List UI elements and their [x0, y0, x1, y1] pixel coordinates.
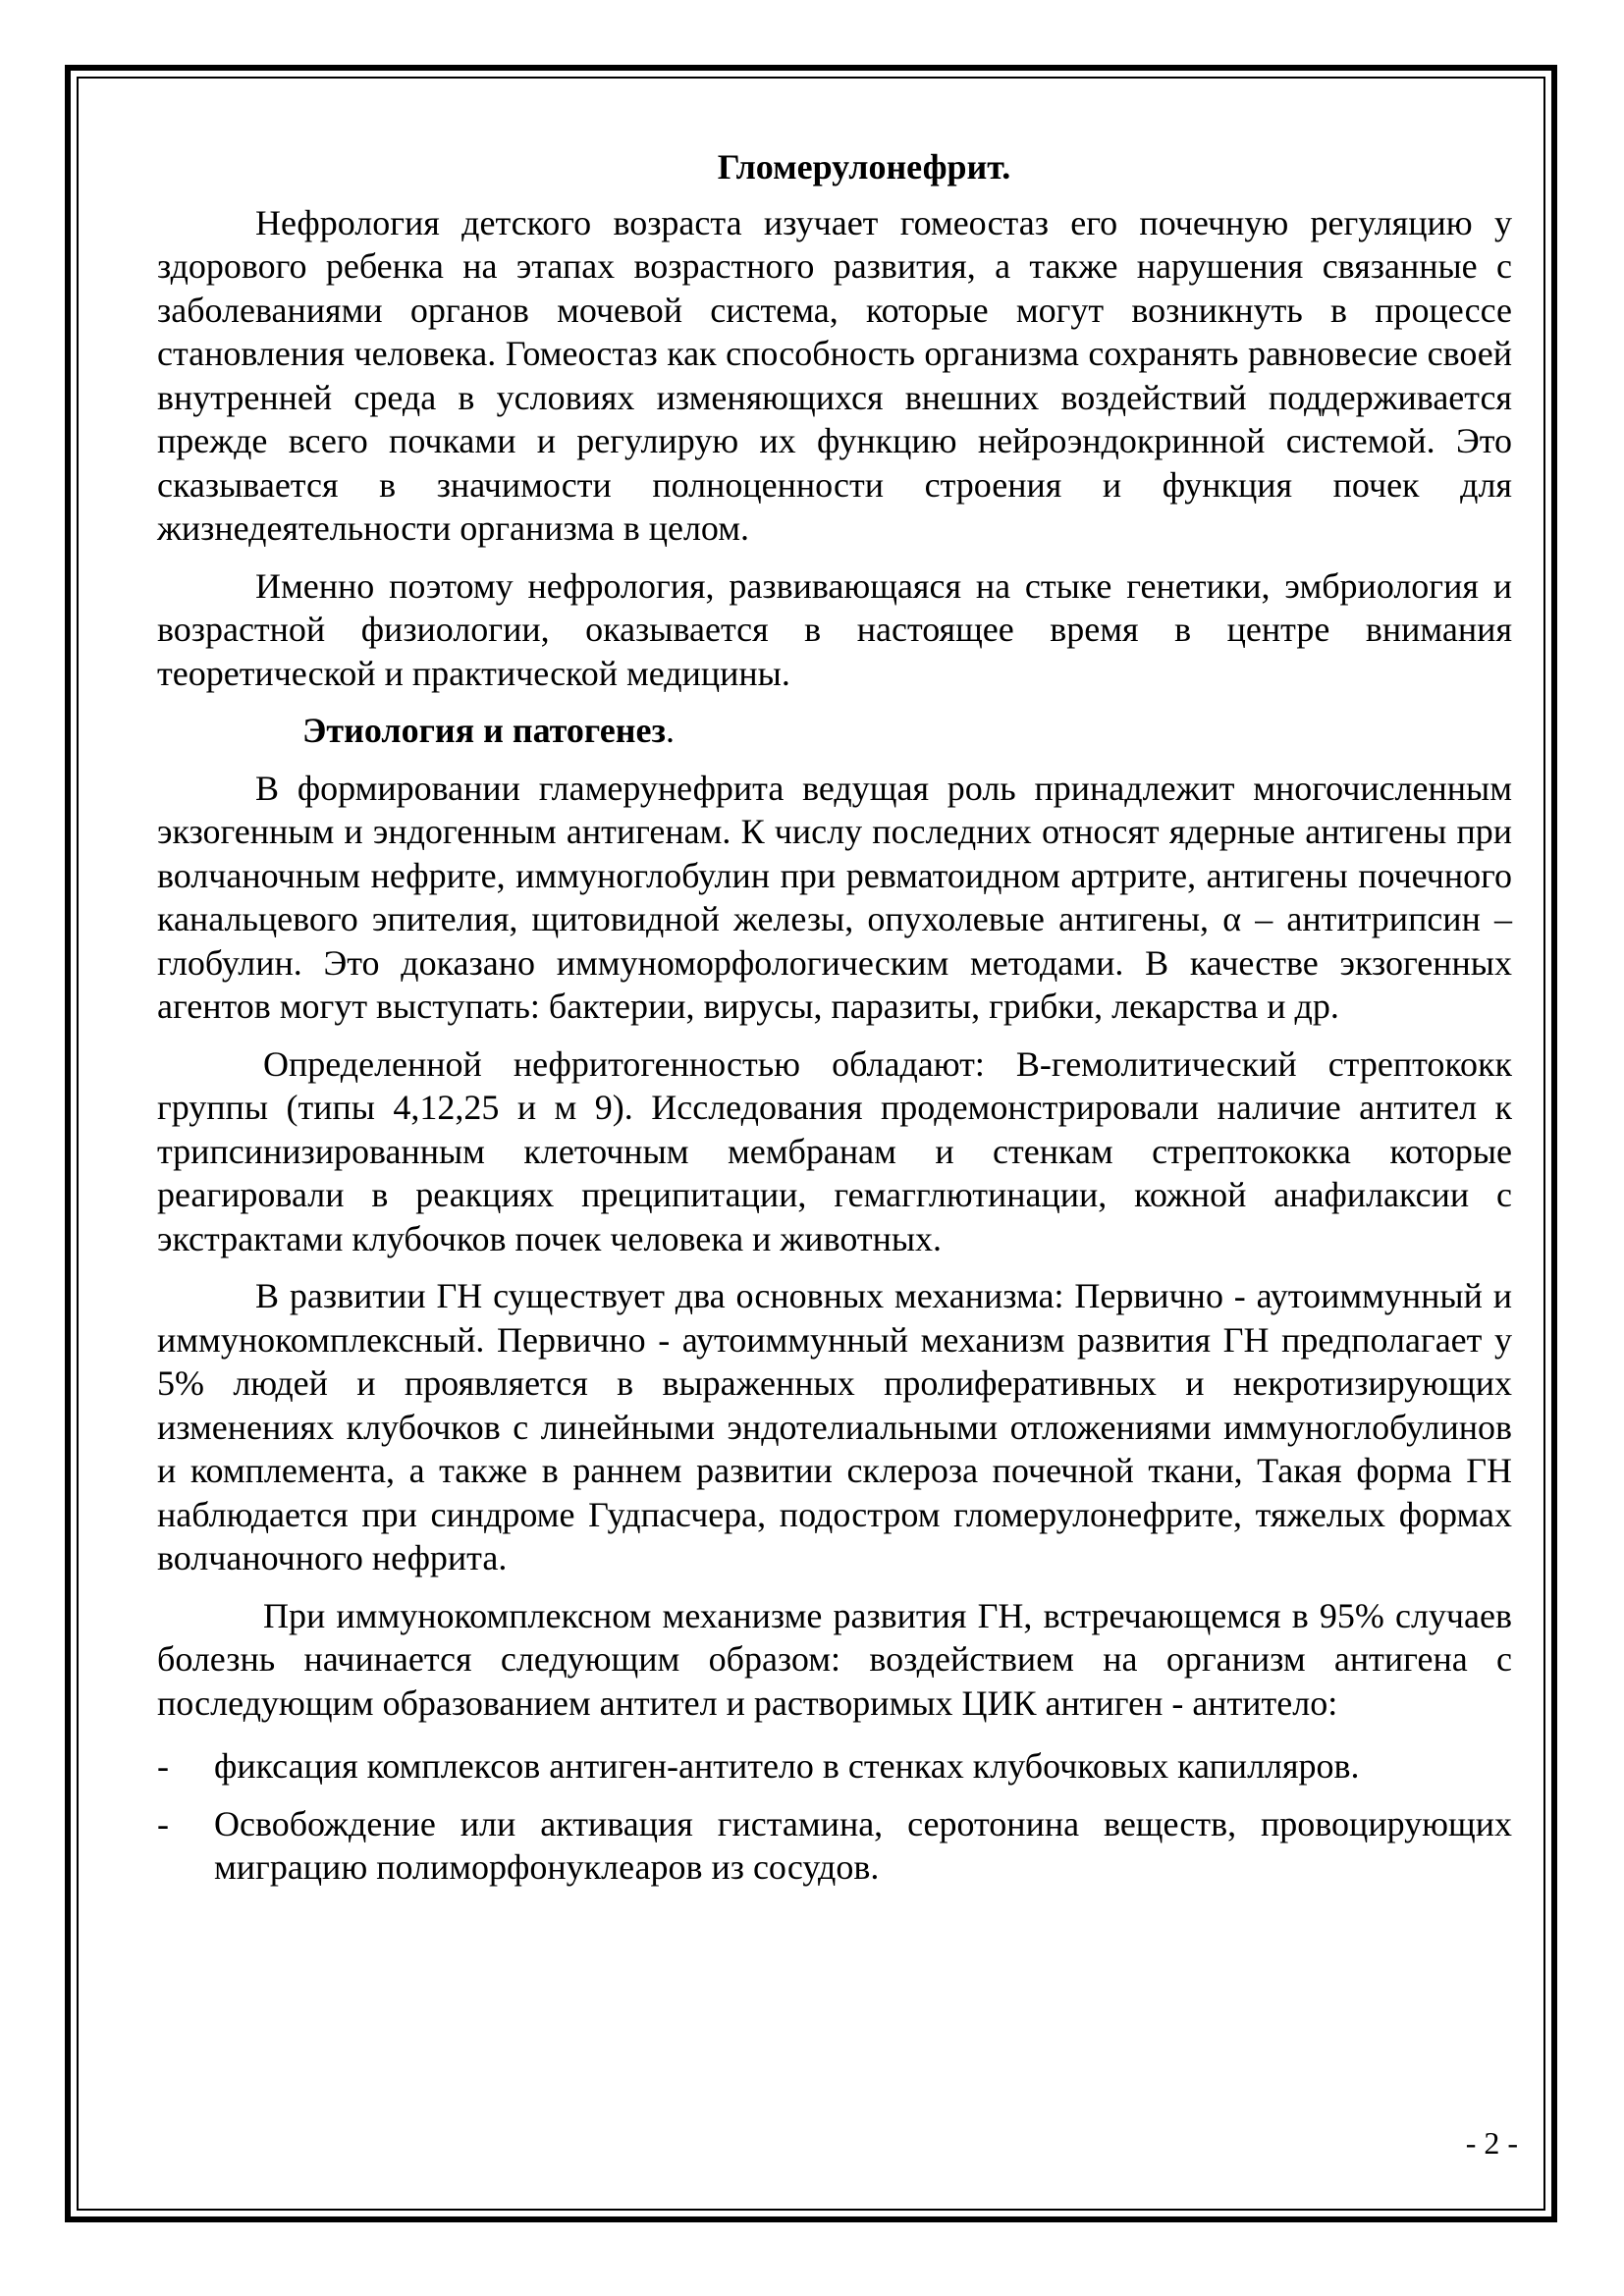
- paragraph-etiology-2: Определенной нефритогенностью обладают: В-гемолитический стрептококк группы (типы 4,12,25 и м 9). Исследования продемонстрировали наличие антител к трипсинизированным клеточным мембранам и стенкам стрептококка которые реагировали в реакциях преципитации, гемагглютинации, кожной анафилаксии с экстрактами клубочков почек человека и животных.: [157, 1043, 1512, 1258]
- page-content: [157, 145, 1512, 1903]
- paragraph-intro-1: Нефрология детского возраста изучает гомеостаз его почечную регуляцию у здорового ребенка на этапах возрастного развития, а также нарушения связанные с заболеваниями органов мочевой система, которые могут возникнуть в процессе становления человека. Гомеостаз как способность организма сохранять равновесие своей внутренней среда в условиях изменяющихся внешних воздействий поддерживается прежде всего почками и регулирую их функцию нейроэндокринной системой. Это сказывается в значимости полноценности строения и функция почек для жизнедеятельности организма в целом.: [157, 202, 1512, 548]
- paragraph-etiology-1: В формировании гламерунефрита ведущая роль принадлежит многочисленным экзогенным и эндогенным антигенам. К числу последних относят ядерные антигены при волчаночным нефрите, иммуноглобулин при ревматоидном артрите, антигены почечного канальцевого эпителия, щитовидной железы, опухолевые антигены, α – антитрипсин – глобулин. Это доказано иммуноморфологическим методами. В качестве экзогенных агентов могут выступать: бактерии, вирусы, паразиты, грибки, лекарства и др.: [157, 768, 1512, 1026]
- paragraph-intro-2: Именно поэтому нефрология, развивающаяся на стыке генетики, эмбриология и возрастной физиологии, оказывается в настоящее время в центре внимания теоретической и практической медицины.: [157, 565, 1512, 693]
- section-heading-text: Этиология и патогенез: [302, 711, 666, 750]
- paragraph-etiology-3: В развитии ГН существует два основных механизма: Первично - аутоиммунный и иммунокомплексный. Первично - аутоиммунный механизм развития ГН предполагает у 5% людей и проявляется в выраженных пролиферативных и некротизирующих изменениях клубочков с линейными эндотелиальными отложениями иммуноглобулинов и комплемента, а также в раннем развитии склероза почечной ткани, Такая форма ГН наблюдается при синдроме Гудпасчера, подостром гломерулонефрите, тяжелых формах волчаночного нефрита.: [157, 1276, 1512, 1577]
- list-item: [157, 1802, 1512, 1890]
- list-marker: -: [157, 1803, 169, 1843]
- section-heading-dot: .: [665, 711, 675, 750]
- list-item: [157, 1744, 1512, 1789]
- mechanism-list: [157, 1744, 1512, 1890]
- paragraph-etiology-4: При иммунокомплексном механизме развития ГН, встречающемся в 95% случаев болезнь начинается следующим образом: воздействием на организм антигена с последующим образованием антител и растворимых ЦИК антиген - антитело:: [157, 1595, 1512, 1723]
- list-item-text: Освобождение или активация гистамина, серотонина веществ, провоцирующих миграцию полиморфонуклеаров из сосудов.: [214, 1803, 1512, 1887]
- page-number: - 2 -: [1465, 2125, 1518, 2161]
- document-title: Гломерулонефрит.: [717, 147, 1011, 187]
- section-heading: [157, 709, 1512, 753]
- list-marker: -: [157, 1746, 169, 1786]
- list-item-text: фиксация комплексов антиген-антитело в стенках клубочковых капилляров.: [214, 1746, 1360, 1786]
